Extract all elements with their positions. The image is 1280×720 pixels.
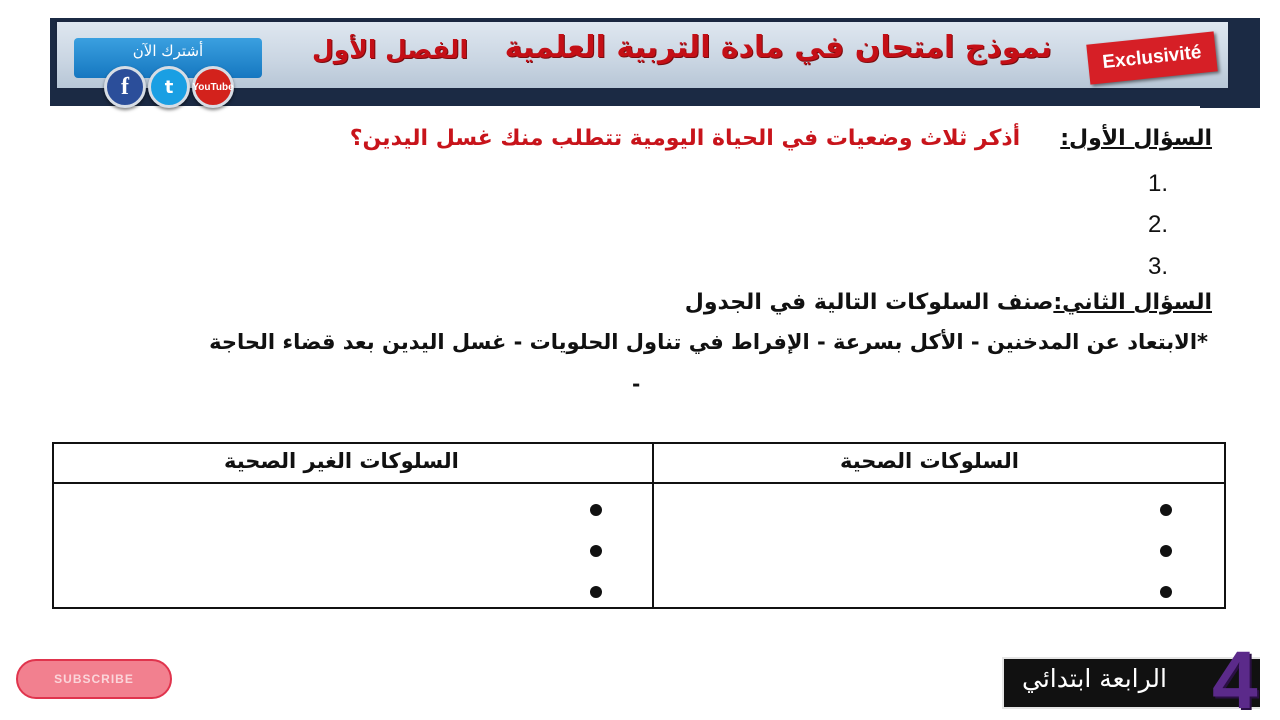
answer-number-2: 2. <box>1148 211 1169 238</box>
youtube-icon[interactable]: YouTube <box>192 66 234 108</box>
facebook-icon[interactable]: f <box>104 66 146 108</box>
question-1-text: أذكر ثلاث وضعيات في الحياة اليومية تتطلب منك غسل اليدين؟ <box>349 126 1021 151</box>
grade-number: 4 <box>1212 635 1258 720</box>
page-title: نموذج امتحان في مادة التربية العلمية <box>504 30 1052 65</box>
bullet <box>590 504 602 516</box>
twitter-icon[interactable]: t <box>148 66 190 108</box>
behaviors-list: *الابتعاد عن المدخنين - الأكل بسرعة - الإفراط في تناول الحلويات - غسل اليدين بعد قضاء الحاجة <box>209 330 1208 354</box>
answer-number-1: 1. <box>1148 170 1169 197</box>
question-2 <box>685 290 1212 315</box>
table-header-healthy <box>654 444 1224 484</box>
healthy-header-text: السلوكات الصحية <box>840 449 1019 473</box>
grade-label: الرابعة ابتدائي <box>1022 664 1167 693</box>
bullet <box>590 586 602 598</box>
subscribe-button[interactable]: SUBSCRIBE <box>16 659 172 699</box>
subscribe-now-button[interactable]: أشترك الآن <box>74 38 262 78</box>
bullet <box>1160 545 1172 557</box>
table-header-unhealthy <box>54 444 654 484</box>
bullet <box>1160 586 1172 598</box>
unhealthy-column <box>54 484 654 607</box>
exclusive-badge: Exclusivité <box>1086 31 1217 84</box>
question-1 <box>350 126 1212 151</box>
healthy-column <box>654 484 1224 607</box>
trailing-dash: - <box>632 372 641 396</box>
question-2-label: السؤال الثاني: <box>1053 290 1212 315</box>
classification-table <box>52 442 1226 609</box>
answer-number-3: 3. <box>1148 253 1169 280</box>
unhealthy-header-text: السلوكات الغير الصحية <box>224 449 459 473</box>
question-2-text: صنف السلوكات التالية في الجدول <box>684 290 1054 315</box>
bullet <box>1160 504 1172 516</box>
chapter-label: الفصل الأول <box>312 35 469 64</box>
question-1-label: السؤال الأول: <box>1060 126 1212 151</box>
bullet <box>590 545 602 557</box>
